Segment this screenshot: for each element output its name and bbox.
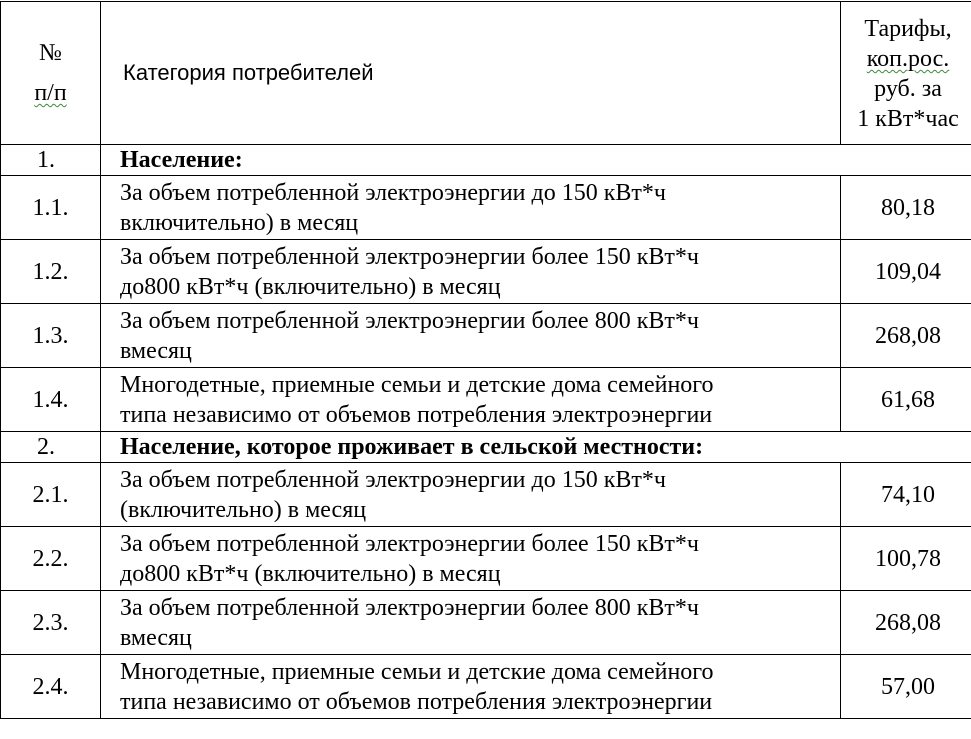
- row-number: 2.2.: [1, 527, 101, 591]
- table-row: [1, 240, 971, 304]
- row-category: [101, 463, 841, 527]
- row-tariff: 109,04: [841, 240, 971, 304]
- row-number: 1.4.: [1, 368, 101, 432]
- row-category-line1: Многодетные, приемные семьи и детские дома семейного: [120, 371, 714, 398]
- row-category-line1: За объем потребленной электроэнергии более 800 кВт*ч: [120, 307, 699, 334]
- header-tariff-line1: Тарифы,: [864, 16, 952, 42]
- section-title: Население:: [101, 145, 971, 176]
- row-category: [101, 591, 841, 655]
- row-tariff: 57,00: [841, 655, 971, 719]
- row-number: 2.3.: [1, 591, 101, 655]
- header-number-sign: №: [39, 40, 62, 66]
- section-title: Население, которое проживает в сельской местности:: [101, 432, 971, 463]
- row-tariff: 268,08: [841, 304, 971, 368]
- header-tariff-line2: коп.рос.: [866, 46, 950, 72]
- table-row: [1, 176, 971, 240]
- row-category: [101, 304, 841, 368]
- row-category: [101, 176, 841, 240]
- row-number: 2.4.: [1, 655, 101, 719]
- row-category: [101, 368, 841, 432]
- row-category-line2: до800 кВт*ч (включительно) в месяц: [120, 560, 501, 587]
- table-row: [1, 368, 971, 432]
- section-row: [1, 432, 971, 463]
- row-number: 2.1.: [1, 463, 101, 527]
- row-category-line2: включительно) в месяц: [120, 209, 359, 236]
- row-tariff: 74,10: [841, 463, 971, 527]
- row-category-line2: типа независимо от объемов потребления электроэнергии: [120, 688, 713, 715]
- row-category-line2: вмесяц: [120, 337, 192, 364]
- section-number: 2.: [1, 432, 101, 463]
- row-category-line2: до800 кВт*ч (включительно) в месяц: [120, 273, 501, 300]
- header-tariff-line4: 1 кВт*час: [857, 106, 959, 132]
- row-category-line1: За объем потребленной электроэнергии более 800 кВт*ч: [120, 594, 699, 621]
- header-tariff-cell: [841, 2, 971, 145]
- row-category-line2: типа независимо от объемов потребления электроэнергии: [120, 401, 713, 428]
- row-number: 1.3.: [1, 304, 101, 368]
- table-row: [1, 591, 971, 655]
- row-number: 1.2.: [1, 240, 101, 304]
- table-row: [1, 527, 971, 591]
- table-header-row: [1, 2, 971, 145]
- section-number: 1.: [1, 145, 101, 176]
- row-tariff: 80,18: [841, 176, 971, 240]
- row-category: [101, 240, 841, 304]
- row-tariff: 268,08: [841, 591, 971, 655]
- row-category-line2: (включительно) в месяц: [120, 496, 367, 523]
- row-category-line1: За объем потребленной электроэнергии более 150 кВт*ч: [120, 243, 699, 270]
- row-category-line1: За объем потребленной электроэнергии до 150 кВт*ч: [120, 179, 666, 206]
- tariff-table: [0, 1, 971, 719]
- header-number-cell: [1, 2, 101, 145]
- row-tariff: 61,68: [841, 368, 971, 432]
- header-category-cell: Категория потребителей: [101, 2, 841, 145]
- row-category: [101, 655, 841, 719]
- row-category-line1: За объем потребленной электроэнергии более 150 кВт*ч: [120, 530, 699, 557]
- section-row: [1, 145, 971, 176]
- table-row: [1, 304, 971, 368]
- header-number-label: п/п: [34, 80, 67, 106]
- header-tariff-line3: руб. за: [874, 76, 942, 102]
- table-row: [1, 463, 971, 527]
- row-category-line1: За объем потребленной электроэнергии до 150 кВт*ч: [120, 466, 666, 493]
- table-row: [1, 655, 971, 719]
- row-category-line1: Многодетные, приемные семьи и детские дома семейного: [120, 658, 714, 685]
- row-tariff: 100,78: [841, 527, 971, 591]
- row-number: 1.1.: [1, 176, 101, 240]
- row-category-line2: вмесяц: [120, 624, 192, 651]
- row-category: [101, 527, 841, 591]
